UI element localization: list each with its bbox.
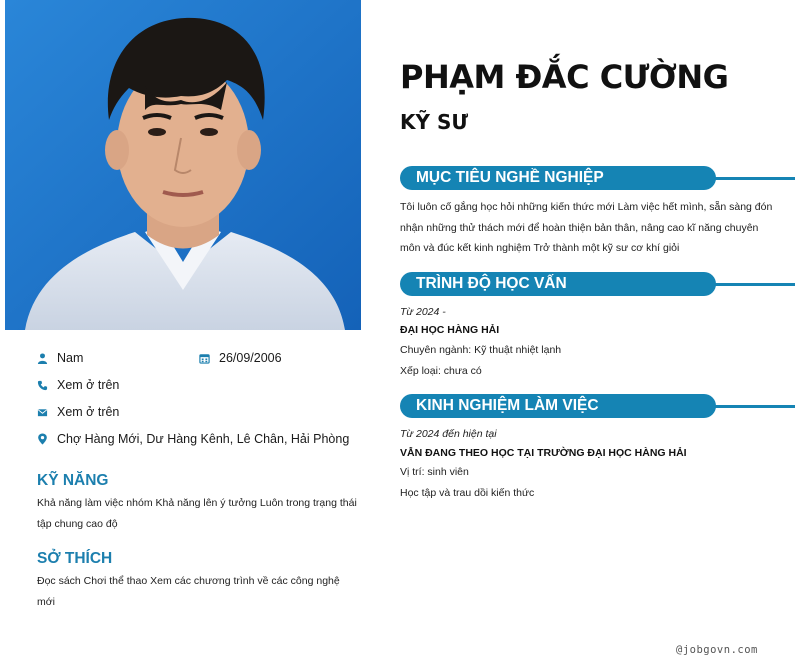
- objective-heading: MỤC TIÊU NGHỀ NGHIỆP: [400, 166, 716, 190]
- experience-position: Vị trí: sinh viên: [400, 466, 469, 478]
- email-value: Xem ở trên: [57, 405, 120, 419]
- gender-value: Nam: [57, 351, 84, 365]
- experience-org: VẪN ĐANG THEO HỌC TẠI TRƯỜNG ĐẠI HỌC HÀNG HẢI: [400, 447, 687, 459]
- phone-row: [37, 378, 119, 392]
- education-school: ĐẠI HỌC HÀNG HẢI: [400, 324, 500, 336]
- person-icon: [37, 353, 57, 364]
- education-section-header: [400, 272, 800, 296]
- experience-section-header: [400, 394, 800, 418]
- phone-value: Xem ở trên: [57, 378, 120, 392]
- address-value: Chợ Hàng Mới, Dư Hàng Kênh, Lê Chân, Hải Phòng: [57, 432, 350, 446]
- email-row: [37, 405, 119, 419]
- education-heading: TRÌNH ĐỘ HỌC VẤN: [400, 272, 716, 296]
- candidate-title: KỸ SƯ: [400, 110, 469, 134]
- address-row: [37, 432, 349, 446]
- objective-text: Tôi luôn cố gắng học hỏi những kiến thức mới Làm việc hết mình, sẵn sàng đón nhận những thử thách mới để hoàn thiện bản thân, nâng cao kĩ năng chuyên môn và đúc kết kinh nghiệm Trở thành một kỹ sư cơ khí giỏi: [400, 201, 773, 254]
- skills-heading: KỸ NĂNG: [37, 472, 109, 489]
- birthdate-value: 26/09/2006: [219, 351, 282, 365]
- candidate-name: PHẠM ĐẮC CƯỜNG: [400, 58, 729, 96]
- skills-text: Khả năng làm việc nhóm Khả năng lên ý tưởng Luôn trong trạng thái tập chung cao độ: [37, 497, 357, 530]
- portrait-photo: [5, 0, 361, 330]
- experience-period: Từ 2024 đến hiện tại: [400, 428, 497, 440]
- hobbies-text: Đọc sách Chơi thể thao Xem các chương trình về các công nghệ mới: [37, 575, 340, 608]
- education-period: Từ 2024 -: [400, 306, 446, 318]
- education-major: Chuyên ngành: Kỹ thuật nhiệt lạnh: [400, 344, 562, 356]
- birthdate-row: [199, 351, 282, 365]
- experience-description: Học tập và trau dồi kiến thức: [400, 487, 535, 499]
- gender-row: [37, 351, 83, 365]
- calendar-icon: [199, 353, 219, 364]
- phone-icon: [37, 380, 57, 391]
- mail-icon: [37, 407, 57, 418]
- watermark-text: @jobgovn.com: [676, 644, 758, 656]
- experience-heading: KINH NGHIỆM LÀM VIỆC: [400, 394, 716, 418]
- education-grade: Xếp loại: chưa có: [400, 365, 482, 377]
- hobbies-heading: SỞ THÍCH: [37, 550, 113, 567]
- location-pin-icon: [37, 433, 57, 445]
- objective-section-header: [400, 166, 800, 190]
